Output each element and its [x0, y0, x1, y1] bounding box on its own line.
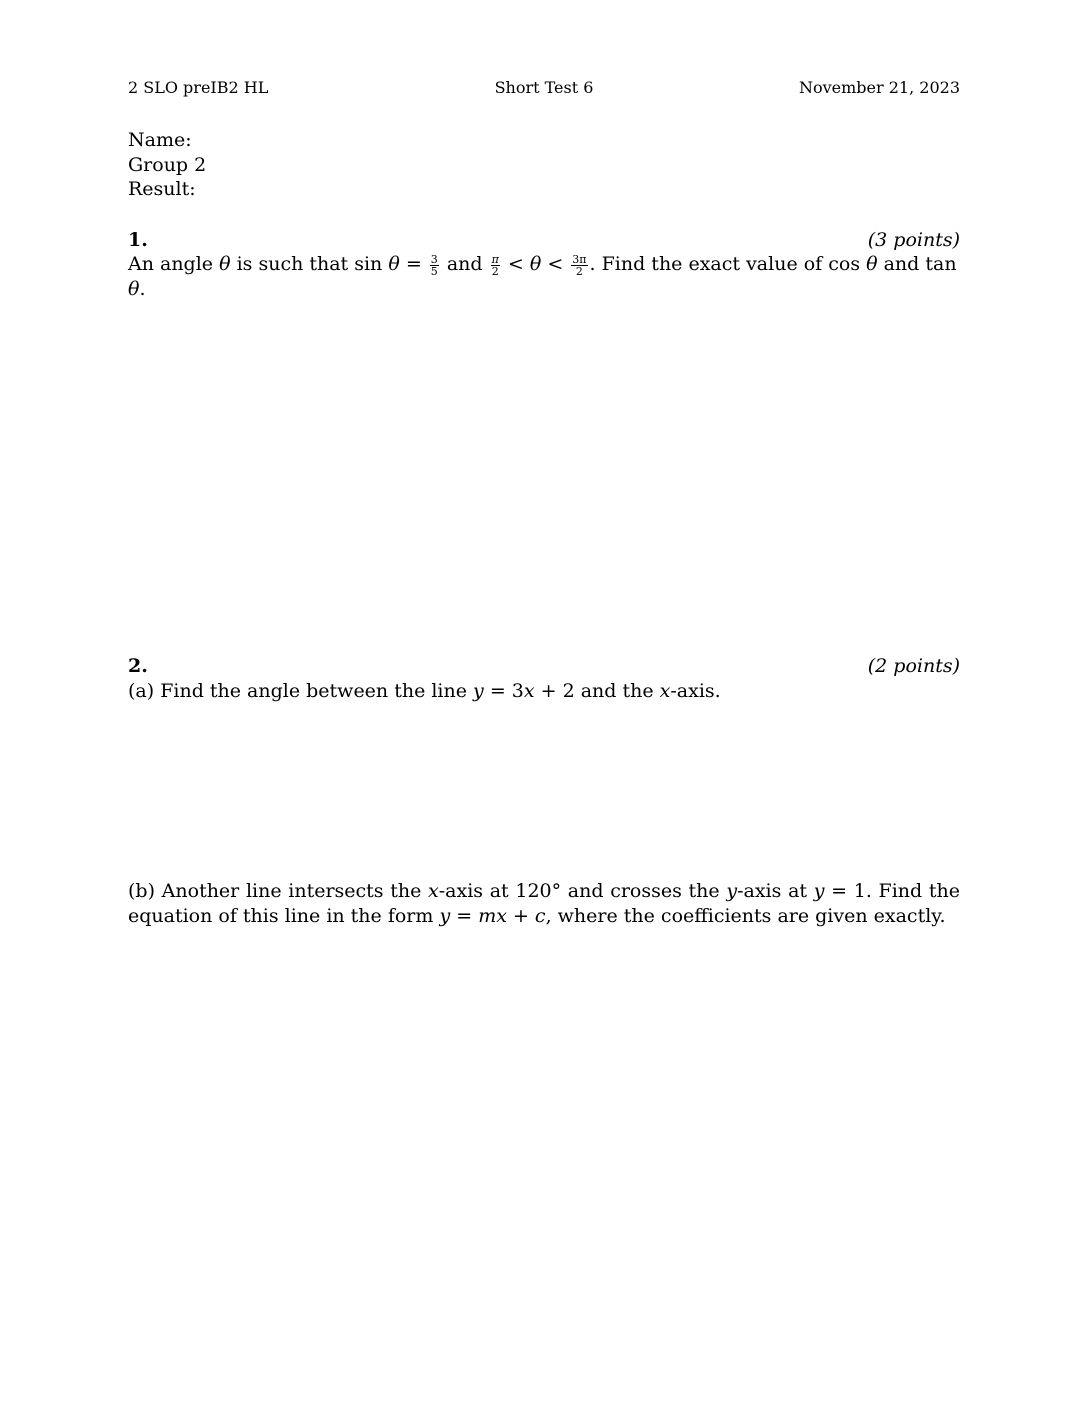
q2a-text-part: + 2 and the — [534, 680, 660, 702]
q2b-text-part: -axis at — [737, 880, 814, 902]
q1-theta: θ — [388, 253, 400, 275]
header-date: November 21, 2023 — [798, 78, 960, 97]
q1-equals: = — [399, 253, 428, 275]
fraction-pi-over-two — [491, 254, 500, 277]
q1-text-part: is such that sin — [230, 253, 389, 275]
q2a-var-x: x — [659, 680, 671, 702]
q2b-var-y: y — [726, 880, 738, 902]
header-test-title: Short Test 6 — [494, 78, 594, 97]
q1-text-part: and — [440, 253, 489, 275]
question-1-number: 1. — [128, 229, 148, 251]
fraction-denominator: 2 — [491, 264, 499, 278]
q2a-text-part: -axis. — [670, 680, 721, 702]
q2b-var-mx: mx — [478, 905, 507, 927]
q2b-text-part: + — [506, 905, 535, 927]
question-1-points: (3 points) — [867, 229, 960, 251]
q1-less-than: < — [541, 253, 570, 275]
q2b-text-part: = — [450, 905, 479, 927]
q1-text-part: . Find the exact value of cos — [589, 253, 867, 275]
q2a-text-part: = 3 — [483, 680, 524, 702]
q2a-var-y: y — [473, 680, 484, 702]
header-course: 2 SLO preIB2 HL — [128, 78, 269, 97]
q2a-text-part: (a) Find the angle between the line — [128, 680, 474, 702]
question-2-points: (2 points) — [867, 655, 960, 677]
question-1-text — [128, 252, 960, 302]
fraction-three-pi-over-two — [571, 254, 587, 277]
question-1-heading — [128, 227, 960, 253]
group-label: Group 2 — [128, 154, 207, 176]
fraction-numerator: 3π — [572, 252, 587, 266]
q1-theta: θ — [529, 253, 542, 275]
q1-theta: θ — [219, 253, 231, 275]
q1-text-part: . — [139, 278, 146, 300]
fraction-numerator: π — [491, 252, 499, 266]
q2b-text-part: -axis at 120° and crosses the — [438, 880, 727, 902]
q2b-text-part: = 1. Find the equation of this line in the form — [128, 880, 960, 927]
q2b-var-y: y — [439, 905, 451, 927]
q1-text-part: and tan — [877, 253, 957, 275]
result-label: Result: — [128, 178, 196, 200]
question-2b-text — [128, 879, 960, 929]
q2b-text-part: (b) Another line intersects the — [128, 880, 429, 902]
q2b-var-c: c — [534, 905, 546, 927]
q2b-var-y: y — [813, 880, 825, 902]
question-2-heading — [128, 653, 960, 679]
q2a-var-x: x — [523, 680, 535, 702]
question-2-number: 2. — [128, 655, 148, 677]
question-2a-text — [128, 679, 960, 704]
q1-text-part: An angle — [128, 253, 220, 275]
fraction-denominator: 2 — [575, 264, 583, 278]
q1-theta: θ — [128, 278, 140, 300]
name-label: Name: — [128, 129, 192, 151]
q1-theta: θ — [866, 253, 878, 275]
fraction-denominator: 5 — [430, 264, 438, 278]
fraction-numerator: 3 — [430, 252, 438, 266]
fraction-three-fifths — [430, 254, 439, 277]
q2b-var-x: x — [428, 880, 439, 902]
q1-less-than: < — [501, 253, 530, 275]
q2b-text-part: , where the coefficients are given exactly. — [545, 905, 946, 927]
